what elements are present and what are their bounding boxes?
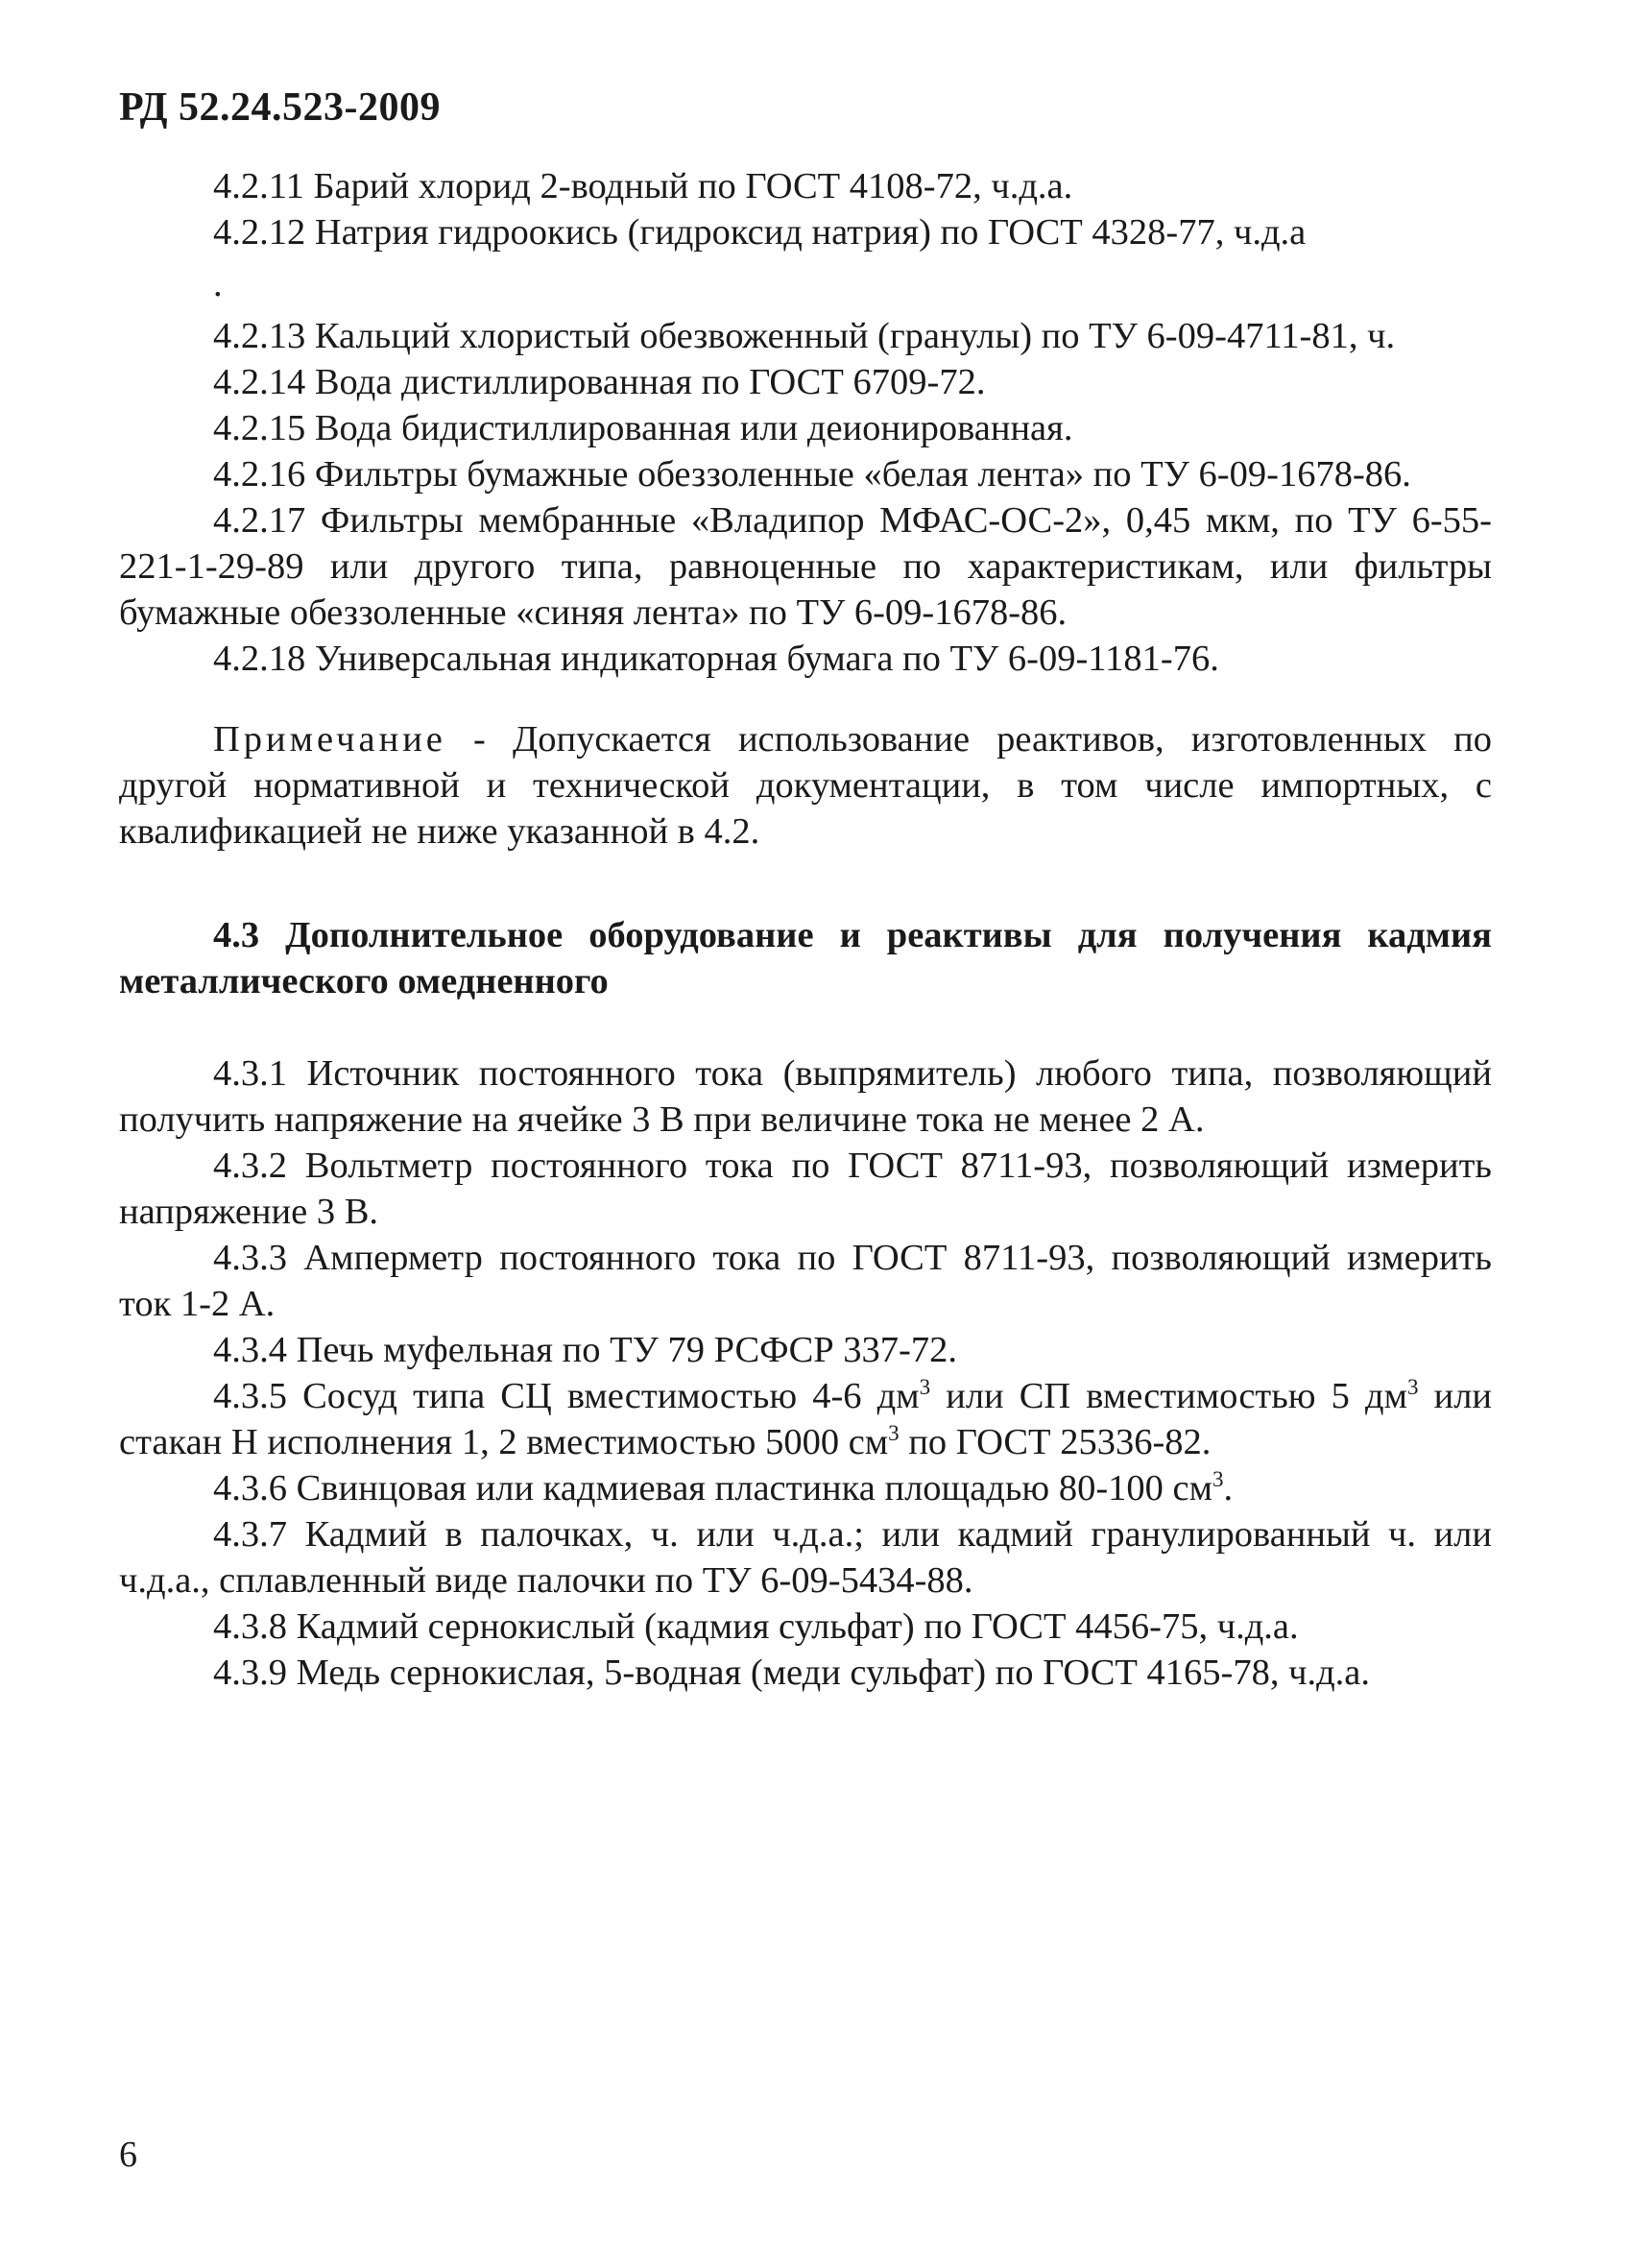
- section-heading-4-3: 4.3 Дополнительное оборудование и реактивы для получения кадмия металлического омедненного: [119, 915, 1492, 1001]
- document-body: [119, 163, 1492, 1696]
- paragraph-4-3-3: 4.3.3 Амперметр постоянного тока по ГОСТ 8711-93, позволяющий измерить ток 1-2 А.: [119, 1238, 1492, 1324]
- text-segment: .: [1223, 1468, 1234, 1508]
- superscript-3: 3: [888, 1420, 900, 1446]
- paragraph-4-3-2: 4.3.2 Вольтметр постоянного тока по ГОСТ 8711-93, позволяющий измерить напряжение 3 В.: [119, 1146, 1492, 1232]
- text-segment: по ГОСТ 25336-82.: [899, 1422, 1212, 1462]
- text-segment: или СП вместимостью 5 дм: [930, 1376, 1407, 1416]
- text-segment: 4.3.5 Сосуд типа СЦ вместимостью 4-6 дм: [213, 1376, 920, 1416]
- note-paragraph: [119, 716, 1492, 855]
- superscript-3: 3: [1406, 1374, 1419, 1400]
- text-segment: или стакан Н исполнения 1, 2 вместимостью 5000 см: [119, 1376, 1493, 1462]
- page-number: 6: [119, 2135, 137, 2175]
- paragraph-4-3-5: [119, 1373, 1492, 1465]
- note-label: Примечание: [213, 719, 446, 760]
- paragraph-4-3-9: 4.3.9 Медь сернокислая, 5-водная (меди сульфат) по ГОСТ 4165-78, ч.д.а.: [213, 1653, 1371, 1693]
- paragraph-4-2-17: 4.2.17 Фильтры мембранные «Владипор МФАС-ОС-2», 0,45 мкм, по ТУ 6-55-221-1-29-89 или другого типа, равноценные по характеристикам, или фильтры бумажные обеззоленные «синяя лента» по ТУ 6-09-1678-86.: [119, 500, 1492, 633]
- document-code-header: РД 52.24.523-2009: [119, 85, 442, 130]
- paragraph-4-3-1: 4.3.1 Источник постоянного тока (выпрямитель) любого типа, позволяющий получить напряжение на ячейке 3 В при величине тока не менее 2 А.: [119, 1053, 1492, 1140]
- paragraph-4-3-7: 4.3.7 Кадмий в палочках, ч. или ч.д.а.; или кадмий гранулированный ч. или ч.д.а., сплавленный виде палочки по ТУ 6-09-5434-88.: [119, 1514, 1492, 1601]
- paragraph-4-3-4: 4.3.4 Печь муфельная по ТУ 79 РСФСР 337-72.: [213, 1330, 957, 1370]
- superscript-3: 3: [919, 1374, 931, 1400]
- paragraph-4-2-11: 4.2.11 Барий хлорид 2-водный по ГОСТ 4108-72, ч.д.а.: [213, 166, 1073, 206]
- note-text: - Допускается использование реактивов, изготовленных по другой нормативной и технической документации, в том числе импортных, с квалификацией не ниже указанной в 4.2.: [119, 719, 1492, 852]
- paragraph-4-2-16: 4.2.16 Фильтры бумажные обеззоленные «белая лента» по ТУ 6-09-1678-86.: [213, 454, 1411, 495]
- stray-period: .: [213, 264, 223, 304]
- text-segment: 4.3.6 Свинцовая или кадмиевая пластинка площадью 80-100 см: [213, 1468, 1212, 1508]
- superscript-3: 3: [1212, 1466, 1224, 1492]
- paragraph-4-2-14: 4.2.14 Вода дистиллированная по ГОСТ 6709-72.: [213, 362, 986, 402]
- paragraph-4-2-18: 4.2.18 Универсальная индикаторная бумага по ТУ 6-09-1181-76.: [213, 639, 1219, 679]
- paragraph-4-3-6: [119, 1465, 1492, 1511]
- paragraph-4-2-13: 4.2.13 Кальций хлористый обезвоженный (гранулы) по ТУ 6-09-4711-81, ч.: [213, 316, 1396, 356]
- paragraph-4-2-12: 4.2.12 Натрия гидроокись (гидроксид натрия) по ГОСТ 4328-77, ч.д.а: [213, 212, 1307, 253]
- paragraph-4-3-8: 4.3.8 Кадмий сернокислый (кадмия сульфат) по ГОСТ 4456-75, ч.д.а.: [213, 1606, 1299, 1647]
- paragraph-4-2-15: 4.2.15 Вода бидистиллированная или деионированная.: [213, 408, 1073, 448]
